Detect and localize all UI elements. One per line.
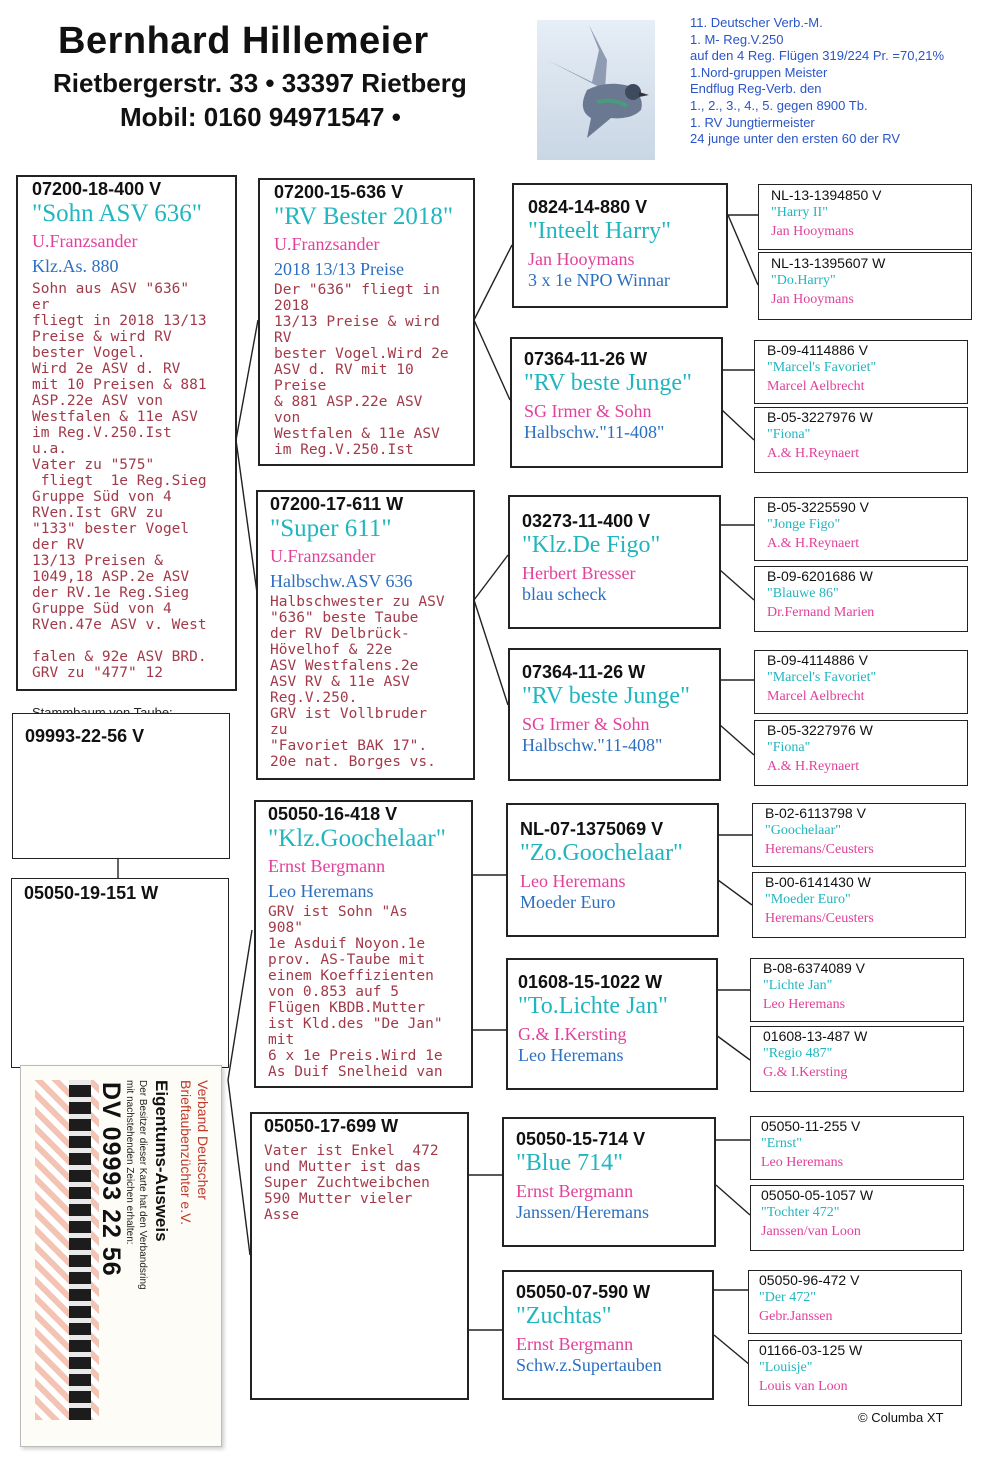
gen4-box[interactable] <box>758 184 972 250</box>
gen4-ring: B-05-3225590 V <box>767 499 869 515</box>
breeder-address: Rietbergerstr. 33 • 33397 Rietberg <box>53 68 467 98</box>
gen4-box[interactable] <box>754 497 968 561</box>
achievement-line: 1.Nord-gruppen Meister <box>690 64 828 80</box>
gen4-box[interactable] <box>758 252 972 320</box>
gen3-ring: NL-07-1375069 V <box>520 819 664 839</box>
grandsire-paternal-ring: 07200-15-636 V <box>274 182 404 202</box>
card-desc-line2: mit nachstehenden Zeichen erhalten: <box>124 1080 135 1245</box>
gen4-name: "Goochelaar" <box>765 823 841 838</box>
gen3-breeder: SG Irmer & Sohn <box>522 714 650 734</box>
gen4-ring: B-00-6141430 W <box>765 874 871 890</box>
gen4-box[interactable] <box>748 1270 962 1334</box>
granddam-maternal-box[interactable] <box>250 1112 469 1400</box>
pigeon-icon <box>537 20 655 160</box>
grandsire-maternal-line: Leo Heremans <box>268 881 374 901</box>
gen4-name: "Blauwe 86" <box>767 586 839 601</box>
gen4-name: "Marcel's Favoriet" <box>767 360 877 375</box>
gen3-ring: 03273-11-400 V <box>522 511 651 531</box>
gen4-name: "Fiona" <box>767 427 811 442</box>
gen3-box[interactable] <box>510 337 723 468</box>
grandsire-paternal-breeder: U.Franzsander <box>274 234 380 254</box>
gen4-name: "Jonge Figo" <box>767 517 841 532</box>
gen3-name: "Klz.De Figo" <box>522 532 661 558</box>
gen4-ring: NL-13-1395607 W <box>771 255 886 271</box>
grandsire-paternal-box[interactable] <box>258 178 475 466</box>
gen4-ring: 05050-96-472 V <box>759 1272 860 1288</box>
gen3-ring: 07364-11-26 W <box>524 349 648 369</box>
gen4-name: "Moeder Euro" <box>765 892 851 907</box>
gen3-name: "RV beste Junge" <box>522 683 690 709</box>
gen3-name: "To.Lichte Jan" <box>518 993 668 1019</box>
gen4-breeder: Marcel Aelbrecht <box>767 689 865 704</box>
granddam-paternal-name: "Super 611" <box>270 515 392 542</box>
gen3-line: 3 x 1e NPO Winnar <box>528 270 670 290</box>
grandsire-maternal-name: "Klz.Goochelaar" <box>268 825 446 852</box>
gen3-box[interactable] <box>512 183 728 308</box>
gen4-box[interactable] <box>754 566 968 632</box>
father-breeder: U.Franzsander <box>32 231 138 251</box>
gen4-name: "Harry II" <box>771 205 828 220</box>
gen3-ring: 0824-14-880 V <box>528 197 648 217</box>
achievement-line: 24 junge unter den ersten 60 der RV <box>690 131 901 147</box>
granddam-paternal-line: Halbschw.ASV 636 <box>270 571 413 591</box>
achievement-line: 11. Deutscher Verb.-M. <box>690 15 823 30</box>
gen4-breeder: Dr.Fernand Marien <box>767 605 875 620</box>
gen4-box[interactable] <box>748 1340 962 1406</box>
gen4-box[interactable] <box>752 872 966 938</box>
gen3-breeder: Ernst Bergmann <box>516 1181 634 1201</box>
gen4-breeder: Marcel Aelbrecht <box>767 379 865 394</box>
gen4-name: "Fiona" <box>767 740 811 755</box>
gen4-box[interactable] <box>750 958 964 1022</box>
gen3-line: blau scheck <box>522 584 607 604</box>
grandsire-paternal-name: "RV Bester 2018" <box>274 203 454 230</box>
grandsire-maternal-ring: 05050-16-418 V <box>268 804 398 824</box>
gen4-name: "Lichte Jan" <box>763 978 833 993</box>
grandsire-maternal-notes: GRV ist Sohn "As 908" 1e Asduif Noyon.1e prov. AS-Taube mit einem Koeffizienten von 0.853 auf 5 Flügen KBDB.Mutter ist Kld.des "De Jan" mit 6 x 1e Preis.Wird 1e As Duif Snelheid van <box>268 904 443 1080</box>
granddam-maternal-ring: 05050-17-699 W <box>264 1116 399 1136</box>
achievement-line: 1. M- Reg.V.250 <box>690 31 784 47</box>
gen3-ring: 01608-15-1022 W <box>518 972 663 992</box>
father-box[interactable] <box>16 175 237 691</box>
gen3-name: "Zuchtas" <box>516 1303 612 1329</box>
achievement-line: auf den 4 Reg. Flügen 319/224 Pr. =70,21% <box>690 48 945 64</box>
grandsire-paternal-notes: Der "636" fliegt in 2018 13/13 Preise & wird RV bester Vogel.Wird 2e ASV d. RV mit 10 Preise & 881 ASP.22e ASV von Westfalen & 11e ASV im Reg.V.250.Ist <box>274 282 449 458</box>
breeder-mobile: Mobil: 0160 94971547 • <box>120 102 401 132</box>
card-barcode-strip <box>69 1080 91 1420</box>
subject-ring: 09993-22-56 V <box>25 726 145 746</box>
gen3-box[interactable] <box>502 1270 714 1400</box>
granddam-paternal-notes: Halbschwester zu ASV "636" beste Taube der RV Delbrück- Hövelhof & 22e ASV Westfalens.2e ASV RV & 11e ASV Reg.V.250. GRV ist Vollbruder zu "Favoriet BAK 17". 20e nat. Borges vs. <box>270 594 445 770</box>
gen4-name: "Ernst" <box>761 1136 802 1151</box>
gen4-box[interactable] <box>750 1116 964 1180</box>
gen3-line: Halbschw."11-408" <box>522 735 663 755</box>
gen3-box[interactable] <box>508 495 721 629</box>
granddam-paternal-box[interactable] <box>256 490 475 780</box>
gen3-name: "Blue 714" <box>516 1150 623 1176</box>
card-title: Eigentums-Ausweis <box>152 1080 171 1242</box>
gen4-breeder: Leo Heremans <box>761 1155 844 1170</box>
gen4-name: "Marcel's Favoriet" <box>767 670 877 685</box>
gen4-name: "Der 472" <box>759 1290 816 1305</box>
gen4-name: "Do.Harry" <box>771 273 836 288</box>
gen4-name: "Tochter 472" <box>761 1205 840 1220</box>
gen4-box[interactable] <box>754 650 968 714</box>
gen3-line: Halbschw."11-408" <box>524 422 665 442</box>
gen4-breeder: A.& H.Reynaert <box>767 759 860 774</box>
achievement-line: 1. RV Jungtiermeister <box>690 114 815 130</box>
gen3-name: "Inteelt Harry" <box>528 218 671 244</box>
gen4-ring: B-05-3227976 W <box>767 722 873 738</box>
gen4-ring: B-09-6201686 W <box>767 568 873 584</box>
ownership-card <box>20 1065 222 1447</box>
gen3-ring: 07364-11-26 W <box>522 662 646 682</box>
mother-box[interactable] <box>11 878 229 1068</box>
gen3-ring: 05050-15-714 V <box>516 1129 646 1149</box>
achievement-line: Endflug Reg-Verb. den <box>690 81 822 97</box>
gen3-breeder: Herbert Bresser <box>522 563 636 583</box>
gen4-breeder: Leo Heremans <box>763 997 846 1012</box>
gen3-line: Schw.z.Supertauben <box>516 1355 662 1375</box>
gen4-name: "Regio 487" <box>763 1046 833 1061</box>
gen4-box[interactable] <box>750 1026 964 1092</box>
achievement-line: 1., 2., 3., 4., 5. gegen 8900 Tb. <box>690 97 868 113</box>
card-org-line1: Verband Deutscher <box>195 1080 211 1200</box>
father-name: "Sohn ASV 636" <box>32 200 202 227</box>
gen4-breeder: A.& H.Reynaert <box>767 446 860 461</box>
gen3-line: Janssen/Heremans <box>516 1202 649 1222</box>
gen3-breeder: SG Irmer & Sohn <box>524 401 652 421</box>
gen4-box[interactable] <box>754 720 968 786</box>
gen4-box[interactable] <box>750 1185 964 1251</box>
gen4-ring: 01608-13-487 W <box>763 1028 868 1044</box>
gen4-breeder: Heremans/Ceusters <box>765 842 874 857</box>
gen3-ring: 05050-07-590 W <box>516 1282 651 1302</box>
gen3-box[interactable] <box>508 648 721 781</box>
grandsire-paternal-line: 2018 13/13 Preise <box>274 259 404 279</box>
achievements-list <box>690 15 990 148</box>
gen3-box[interactable] <box>506 803 719 937</box>
gen4-breeder: Janssen/van Loon <box>761 1224 861 1239</box>
gen3-breeder: Jan Hooymans <box>528 249 635 269</box>
gen4-box[interactable] <box>754 407 968 473</box>
gen4-name: "Louisje" <box>759 1360 813 1375</box>
granddam-maternal-notes: Vater ist Enkel 472 und Mutter ist das Super Zuchtweibchen 590 Mutter vieler Asse <box>264 1143 439 1223</box>
granddam-paternal-ring: 07200-17-611 W <box>270 494 404 514</box>
father-ring: 07200-18-400 V <box>32 179 162 199</box>
gen4-ring: NL-13-1394850 V <box>771 187 882 203</box>
breeder-name: Bernhard Hillemeier <box>58 20 429 62</box>
subject-box[interactable] <box>12 713 230 859</box>
card-ring-number: DV 09993 22 56 <box>97 1082 125 1277</box>
gen4-breeder: Louis van Loon <box>759 1379 848 1394</box>
gen4-breeder: Jan Hooymans <box>771 292 854 307</box>
copyright-footer: © Columba XT <box>858 1410 944 1425</box>
gen4-breeder: G.& I.Kersting <box>763 1065 848 1080</box>
gen3-line: Moeder Euro <box>520 892 616 912</box>
gen3-name: "RV beste Junge" <box>524 370 692 396</box>
gen3-breeder: G.& I.Kersting <box>518 1024 627 1044</box>
gen4-ring: B-05-3227976 W <box>767 409 873 425</box>
gen3-line: Leo Heremans <box>518 1045 624 1065</box>
grandsire-maternal-breeder: Ernst Bergmann <box>268 856 386 876</box>
gen4-breeder: Gebr.Janssen <box>759 1309 833 1324</box>
gen3-breeder: Leo Heremans <box>520 871 626 891</box>
gen4-breeder: A.& H.Reynaert <box>767 536 860 551</box>
gen4-breeder: Jan Hooymans <box>771 224 854 239</box>
grandsire-maternal-box[interactable] <box>254 800 473 1088</box>
gen4-box[interactable] <box>754 340 968 404</box>
gen4-breeder: Heremans/Ceusters <box>765 911 874 926</box>
gen4-ring: 05050-05-1057 W <box>761 1187 874 1203</box>
father-line: Klz.As. 880 <box>32 256 119 276</box>
gen3-breeder: Ernst Bergmann <box>516 1334 634 1354</box>
father-notes: Sohn aus ASV "636" er fliegt in 2018 13/13 Preise & wird RV bester Vogel. Wird 2e ASV d. RV mit 10 Preisen & 881 ASP.22e ASV von Westfalen & 11e ASV im Reg.V.250.Ist u.a. Vater zu "575" fliegt 1e Reg.Sieg Gruppe Süd von 4 RVen.Ist GRV zu "133" bester Vogel der RV 13/13 Preisen & 1049,18 ASP.2e ASV der RV.1e Reg.Sieg Gruppe Süd von 4 RVen.47e ASV v. West falen & 92e ASV BRD. GRV zu "477" 12 <box>32 281 207 681</box>
gen3-box[interactable] <box>506 958 718 1090</box>
card-desc-line1: Der Besitzer dieser Karte hat den Verbandsring <box>137 1080 148 1290</box>
gen4-box[interactable] <box>752 803 966 867</box>
card-org-line2: Brieftaubenzüchter e.V. <box>178 1080 194 1226</box>
gen3-name: "Zo.Goochelaar" <box>520 840 683 866</box>
gen4-ring: B-08-6374089 V <box>763 960 865 976</box>
gen4-ring: 01166-03-125 W <box>759 1342 863 1358</box>
gen4-ring: 05050-11-255 V <box>761 1118 861 1134</box>
gen4-ring: B-09-4114886 V <box>767 652 868 668</box>
gen3-box[interactable] <box>502 1117 716 1247</box>
gen4-ring: B-09-4114886 V <box>767 342 868 358</box>
pigeon-photo <box>537 20 655 160</box>
granddam-paternal-breeder: U.Franzsander <box>270 546 376 566</box>
mother-ring: 05050-19-151 W <box>24 883 159 903</box>
gen4-ring: B-02-6113798 V <box>765 805 866 821</box>
